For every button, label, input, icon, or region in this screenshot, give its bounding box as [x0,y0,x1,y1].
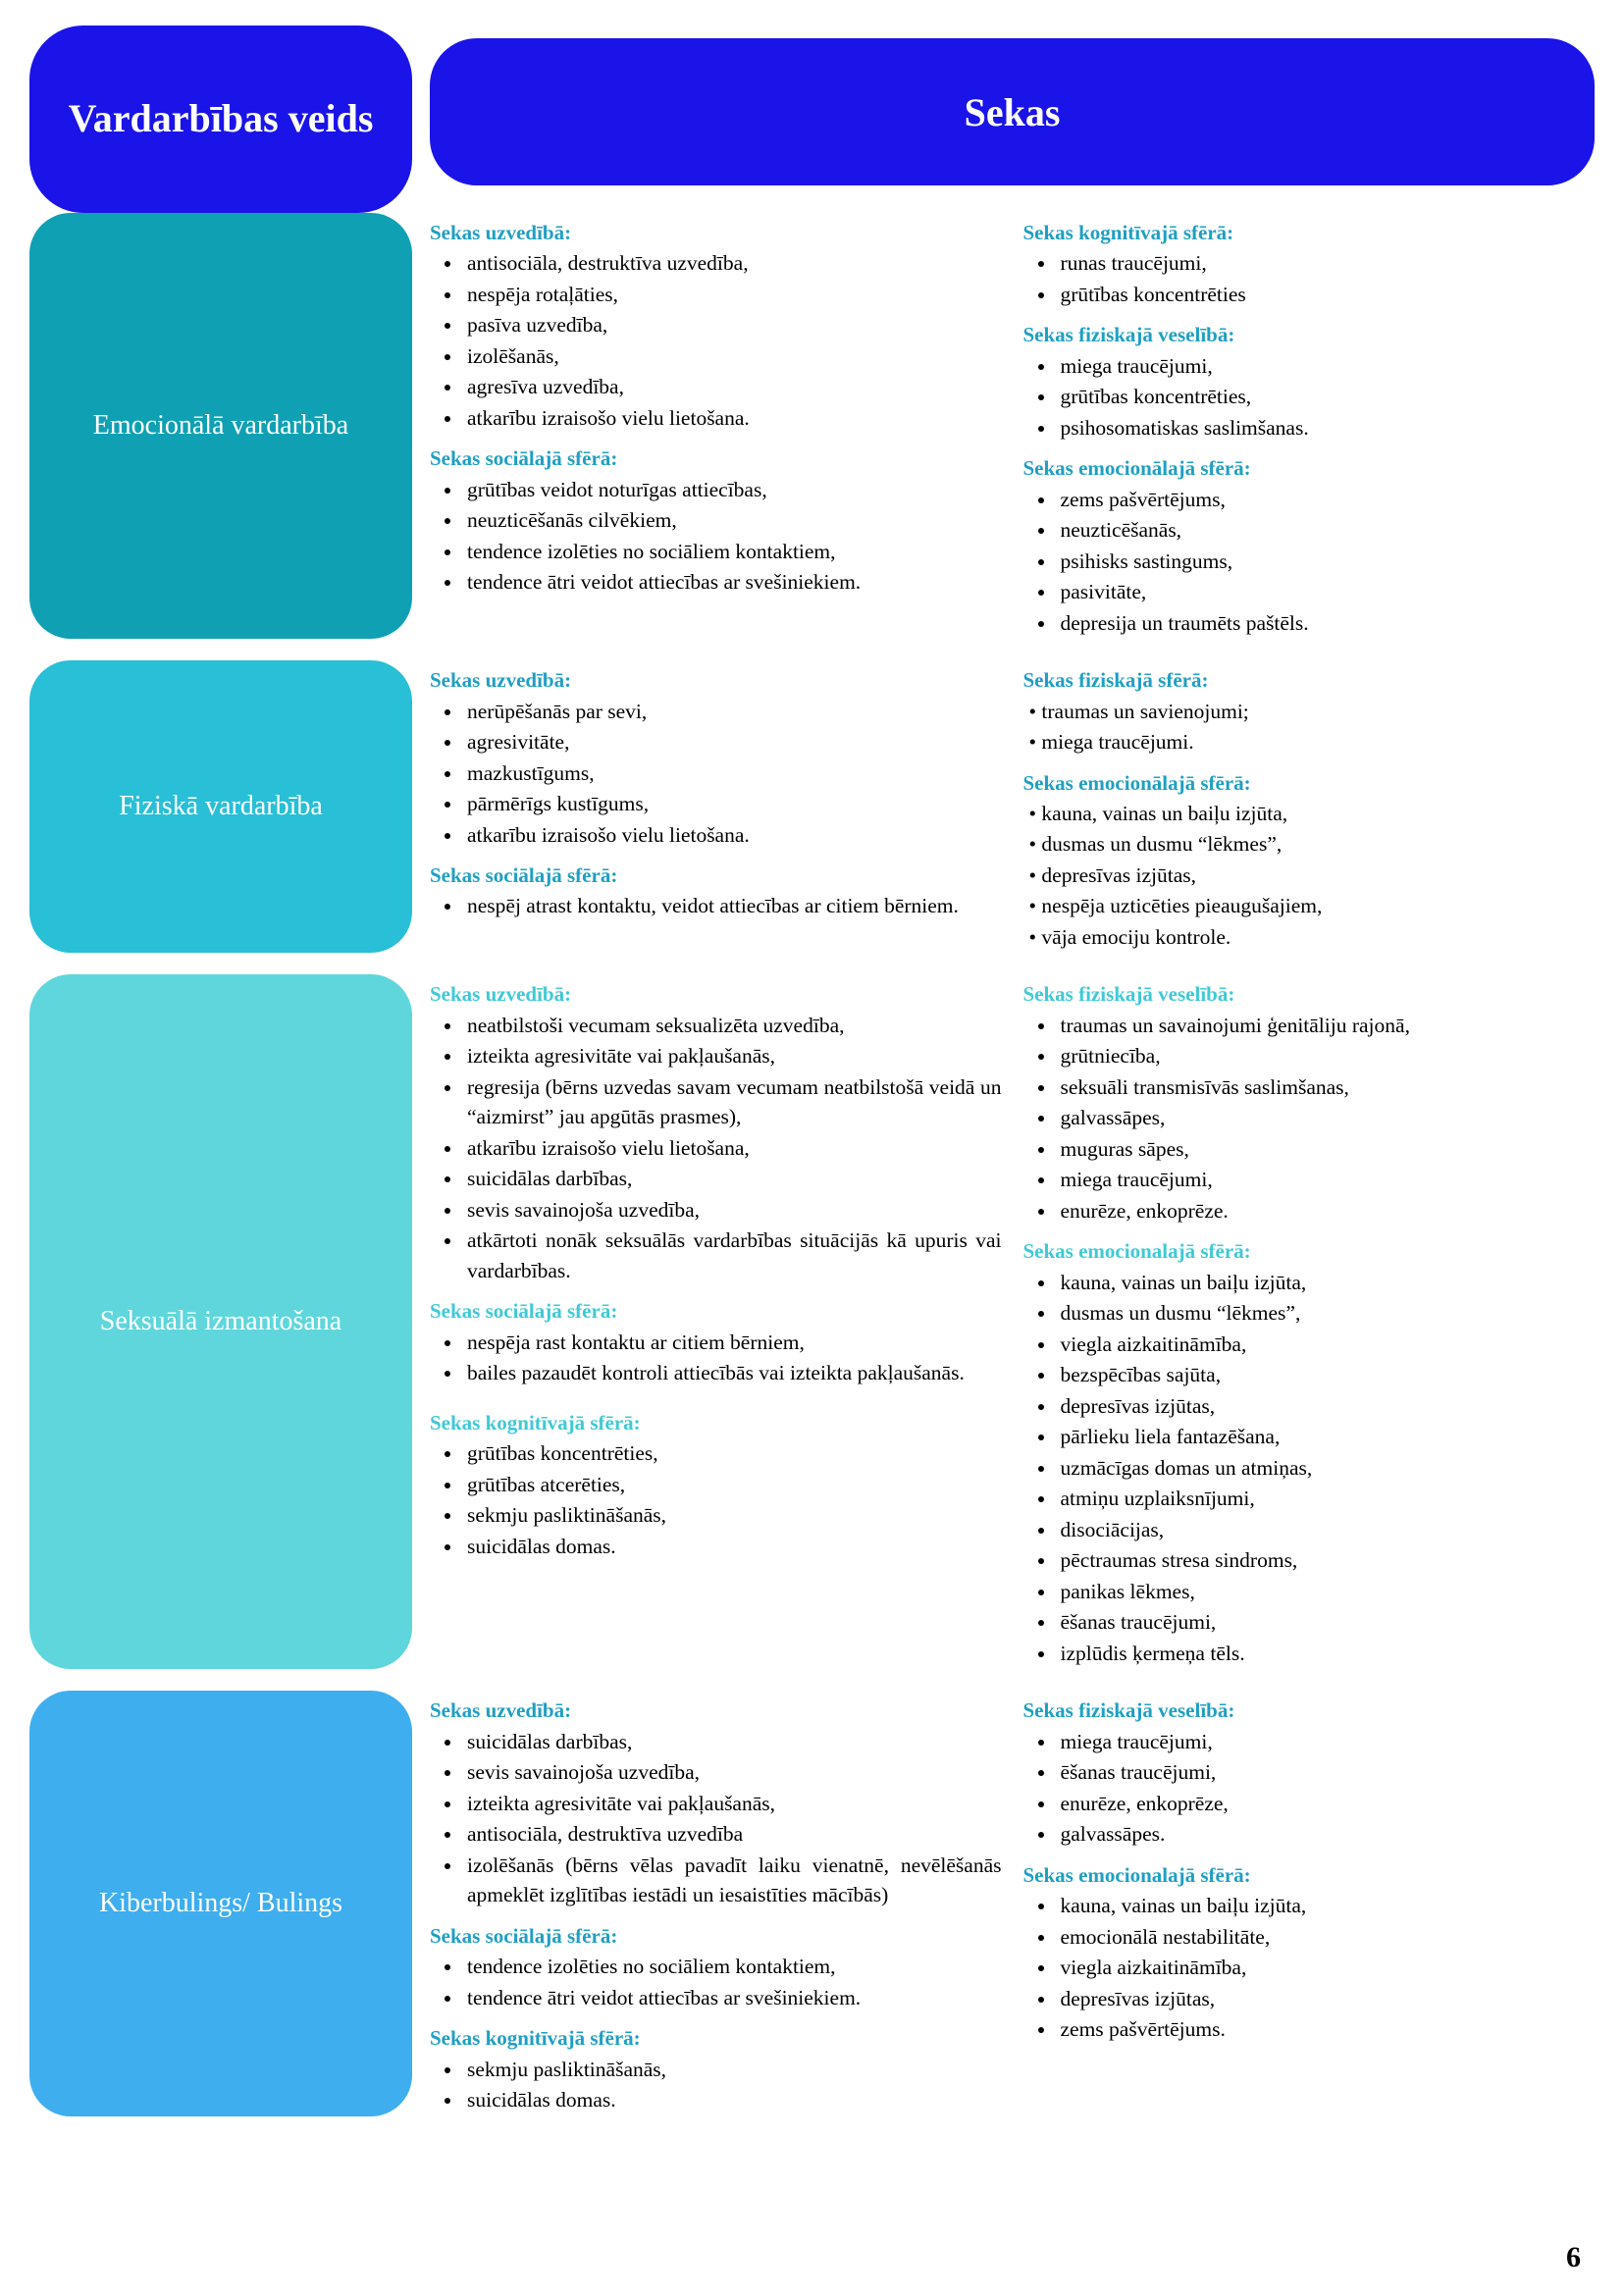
list-item: • pārlieku liela fantazēšana, [1057,1422,1596,1452]
block-heading: Sekas fiziskajā veselībā: [1022,323,1235,347]
list-item: • miega traucējumi. [1023,727,1596,757]
consequence-list [430,2055,1002,2115]
block-heading: Sekas kognitīvajā sfērā: [430,2026,641,2051]
list-item: • atkārtoti nonāk seksuālās vardarbības situācijās kā upuris vai vardarbības. [463,1226,1002,1285]
list-item: • izolēšanās, [463,341,1002,372]
list-item: • traumas un savienojumi; [1023,697,1596,727]
list-item: • depresija un traumēts paštēls. [1057,608,1596,639]
list-item: • antisociāla, destruktīva uzvedība [463,1819,1002,1850]
list-item: • pārmērīgs kustīgums, [463,789,1002,819]
list-item: • tendence ātri veidot attiecības ar svešiniekiem. [463,1983,1002,2013]
row-label-1: Emocionālā vardarbība [29,213,412,639]
list-item: • depresīvas izjūtas, [1023,861,1596,891]
list-item: • izplūdis ķermeņa tēls. [1057,1639,1596,1669]
consequence-list [1023,1727,1596,1850]
list-item: • izteikta agresivitāte vai pakļaušanās, [463,1041,1002,1071]
header-consequences: Sekas [430,38,1595,185]
list-item: • galvassāpes, [1057,1103,1596,1133]
list-item: • regresija (bērns uzvedas savam vecumam neatbilstošā veidā un “aizmirst” jau apgūtās prasmes), [463,1072,1002,1132]
list-item: • kauna, vainas un baiļu izjūta, [1023,799,1596,829]
consequences-column-right [1023,1696,1596,2115]
list-item: • viegla aizkaitināmība, [1057,1330,1596,1360]
list-item: • galvassāpes. [1057,1819,1596,1850]
list-item: • seksuāli transmisīvās saslimšanas, [1057,1072,1596,1103]
table-rows [29,213,1595,2116]
list-item: • miega traucējumi, [1057,1727,1596,1757]
list-item: • tendence izolēties no sociāliem kontaktiem, [463,537,1002,567]
block-heading: Sekas emocionālajā sfērā: [1022,456,1251,481]
table-row [29,213,1595,639]
consequence-list [1023,1011,1596,1226]
consequence-list [430,1438,1002,1561]
list-item: • suicidālas domas. [463,1532,1002,1562]
list-item: • kauna, vainas un baiļu izjūta, [1057,1268,1596,1298]
list-item: • depresīvas izjūtas, [1057,1391,1596,1422]
consequences-column-left [430,219,1002,639]
list-item: • sevis savainojoša uzvedība, [463,1757,1002,1788]
list-item: • miega traucējumi, [1057,351,1596,382]
list-item: • antisociāla, destruktīva uzvedība, [463,248,1002,279]
row-content [430,1691,1595,2115]
list-item: • pēctraumas stresa sindroms, [1057,1545,1596,1576]
block-heading: Sekas uzvedībā: [430,221,572,244]
consequence-list [430,1328,1002,1388]
list-item: • dusmas un dusmu “lēkmes”, [1057,1298,1596,1329]
list-item: • dusmas un dusmu “lēkmes”, [1023,829,1596,860]
table-row [29,660,1595,953]
list-item: • neatbilstoši vecumam seksualizēta uzvedība, [463,1011,1002,1041]
block-heading: Sekas sociālajā sfērā: [430,1923,618,1948]
list-item: • uzmācīgas domas un atmiņas, [1057,1453,1596,1484]
list-item: • vāja emociju kontrole. [1023,922,1596,953]
list-item: • ēšanas traucējumi, [1057,1607,1596,1638]
list-item: • viegla aizkaitināmība, [1057,1953,1596,1983]
consequence-list [1023,1891,1596,2045]
block-heading: Sekas fiziskajā veselībā: [1022,1698,1235,1723]
list-item: • miega traucējumi, [1057,1165,1596,1195]
list-item: • suicidālas darbības, [463,1727,1002,1757]
table-header [29,26,1595,213]
list-item: • atkarību izraisošo vielu lietošana. [463,403,1002,434]
consequence-list [430,1952,1002,2012]
consequence-list [430,891,1002,921]
list-item: • psihosomatiskas saslimšanas. [1057,413,1596,444]
block-heading: Sekas emocionalajā sfērā: [1022,1862,1251,1887]
list-item: • agresīva uzvedība, [463,372,1002,402]
list-item: • agresivitāte, [463,727,1002,757]
row-content [430,660,1595,953]
list-item: • pasivitāte, [1057,577,1596,607]
list-item: • traumas un savainojumi ģenitāliju rajonā, [1057,1011,1596,1041]
block-heading: Sekas kognitīvajā sfērā: [430,1410,641,1435]
list-item: • nespēja rotaļāties, [463,280,1002,310]
consequences-column-right [1023,980,1596,1669]
list-item: • sekmju pasliktināšanās, [463,1500,1002,1531]
list-item: • grūtības koncentrēties, [1057,382,1596,412]
list-item: • nespēja uzticēties pieaugušajiem, [1023,891,1596,921]
list-item: • bailes pazaudēt kontroli attiecībās vai izteikta pakļaušanās. [463,1358,1002,1388]
block-heading: Sekas sociālajā sfērā: [430,1299,618,1324]
list-item: • sevis savainojoša uzvedība, [463,1195,1002,1226]
block-heading: Sekas uzvedībā: [430,668,572,693]
list-item: • neuzticēšanās cilvēkiem, [463,505,1002,536]
consequence-list [430,248,1002,433]
list-item: • grūtniecība, [1057,1041,1596,1071]
list-item: • grūtības koncentrēties, [463,1438,1002,1469]
consequence-list [430,475,1002,598]
list-item: • emocionālā nestabilitāte, [1057,1922,1596,1953]
block-spacer [430,1389,1002,1409]
consequences-column-left [430,1696,1002,2115]
list-item: • atmiņu uzplaiksnījumi, [1057,1484,1596,1514]
consequence-list [430,1011,1002,1286]
block-heading: Sekas uzvedībā: [430,982,572,1007]
list-item: • bezspēcības sajūta, [1057,1360,1596,1390]
block-heading: Sekas emocionalajā sfērā: [1022,1239,1251,1264]
row-content [430,974,1595,1669]
consequences-column-right [1023,219,1596,639]
list-item: • nerūpēšanās par sevi, [463,697,1002,727]
block-heading: Sekas sociālajā sfērā: [430,863,618,888]
block-heading: Sekas sociālajā sfērā: [430,446,618,471]
list-item: • pasīva uzvedība, [463,310,1002,340]
table-row [29,1691,1595,2115]
list-item: • tendence izolēties no sociāliem kontaktiem, [463,1952,1002,1982]
list-item: • muguras sāpes, [1057,1134,1596,1165]
block-heading: Sekas uzvedībā: [430,1698,572,1723]
list-item: • kauna, vainas un baiļu izjūta, [1057,1891,1596,1921]
consequence-list [430,1727,1002,1910]
list-item: • mazkustīgums, [463,758,1002,789]
list-item: • suicidālas darbības, [463,1164,1002,1194]
list-item: • grūtības veidot noturīgas attiecības, [463,475,1002,505]
consequence-list [1023,248,1596,309]
list-item: • runas traucējumi, [1057,248,1596,279]
list-item: • tendence ātri veidot attiecības ar svešiniekiem. [463,567,1002,598]
list-item: • ēšanas traucējumi, [1057,1757,1596,1788]
consequence-list [1023,697,1596,757]
list-item: • izolēšanās (bērns vēlas pavadīt laiku vienatnē, nevēlēšanās apmeklēt izglītības iestādi un iesaistīties mācībās) [463,1851,1002,1910]
list-item: • zems pašvērtējums. [1057,2014,1596,2045]
consequence-list [1023,351,1596,444]
list-item: • psihisks sastingums, [1057,547,1596,577]
list-item: • nespēj atrast kontaktu, veidot attiecības ar citiem bērniem. [463,891,1002,921]
consequence-list [1023,485,1596,639]
block-heading: Sekas emocionālajā sfērā: [1022,770,1251,795]
list-item: • suicidālas domas. [463,2085,1002,2115]
header-violence-type: Vardarbības veids [29,26,412,213]
row-label-3: Seksuālā izmantošana [29,974,412,1669]
list-item: • neuzticēšanās, [1057,515,1596,546]
row-label-2: Fiziskā vardarbība [29,660,412,953]
list-item: • disociācijas, [1057,1515,1596,1545]
consequences-column-left [430,666,1002,953]
consequences-column-left [430,980,1002,1669]
block-heading: Sekas fiziskajā sfērā: [1022,668,1209,693]
list-item: • atkarību izraisošo vielu lietošana, [463,1133,1002,1164]
consequence-list [1023,1268,1596,1669]
list-item: • enurēze, enkoprēze, [1057,1789,1596,1819]
list-item: • zems pašvērtējums, [1057,485,1596,515]
list-item: • nespēja rast kontaktu ar citiem bērniem, [463,1328,1002,1358]
page-number: 6 [1566,2241,1581,2273]
block-heading: Sekas fiziskajā veselībā: [1022,982,1235,1007]
list-item: • panikas lēkmes, [1057,1577,1596,1607]
block-heading: Sekas kognitīvajā sfērā: [1022,221,1234,244]
row-label-4: Kiberbulings/ Bulings [29,1691,412,2115]
consequence-list [430,697,1002,851]
list-item: • grūtības atcerēties, [463,1470,1002,1500]
row-content [430,213,1595,639]
list-item: • atkarību izraisošo vielu lietošana. [463,820,1002,851]
list-item: • depresīvas izjūtas, [1057,1984,1596,2014]
list-item: • sekmju pasliktināšanās, [463,2055,1002,2085]
table-row [29,974,1595,1669]
consequence-list [1023,799,1596,953]
consequences-column-right [1023,666,1596,953]
list-item: • grūtības koncentrēties [1057,280,1596,310]
list-item: • enurēze, enkoprēze. [1057,1196,1596,1226]
list-item: • izteikta agresivitāte vai pakļaušanās, [463,1789,1002,1819]
